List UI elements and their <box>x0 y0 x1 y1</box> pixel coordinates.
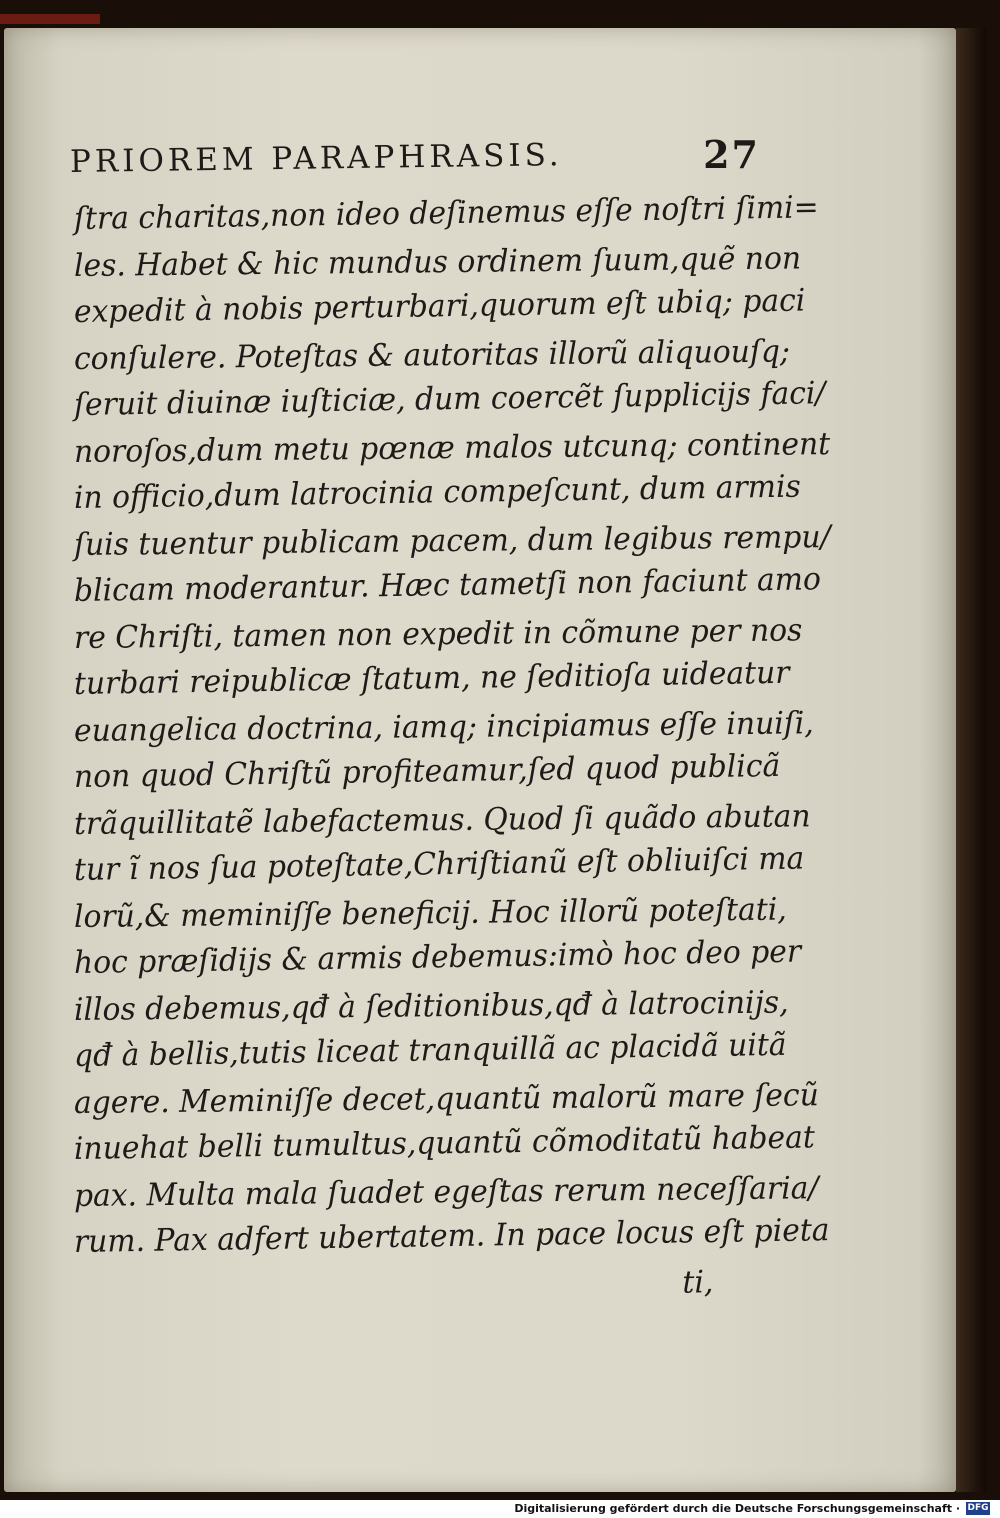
catchword: ti, <box>682 1263 714 1301</box>
text-line: illos debemus,qđ à ſeditionibus,qđ à latrocinijs, <box>73 984 789 1028</box>
text-line: hoc præſidijs & armis debemus:imò hoc deo per <box>73 933 802 981</box>
text-line: les. Habet & hic mundus ordinem ſuum,quẽ non <box>73 239 802 284</box>
page-edge-shadow <box>956 28 986 1492</box>
binding-ribbon <box>0 14 100 24</box>
funding-credit: Digitalisierung gefördert durch die Deutsche Forschungsgemeinschaft · <box>514 1502 960 1515</box>
text-line: qđ à bellis,tutis liceat tranquillã ac placidã uitã <box>73 1026 787 1074</box>
text-line: ſuis tuentur publicam pacem, dum legibus rempu/ <box>73 518 831 563</box>
text-line: trãquillitatẽ labefactemus. Quod ſi quãdo abutan <box>73 797 811 842</box>
dfg-logo-icon: DFG <box>967 1503 989 1513</box>
body-text <box>73 189 831 1312</box>
text-line: tur ĩ nos ſua poteſtate,Chriſtianũ eſt obliuiſci ma <box>73 840 805 888</box>
text-line: in officio,dum latrocinia compeſcunt, dum armis <box>73 468 801 516</box>
text-line: rum. Pax adfert ubertatem. In pace locus eſt pieta <box>73 1212 830 1260</box>
text-line: pax. Multa mala ſuadet egeſtas rerum neceſſaria/ <box>73 1169 819 1214</box>
text-line: agere. Meminiſſe decet,quantũ malorũ mare ſecũ <box>73 1076 819 1121</box>
text-line: non quod Chriſtũ profiteamur,ſed quod publicã <box>73 747 781 795</box>
running-head: PRIOREM PARAPHRASIS. <box>69 137 563 180</box>
text-line: expedit à nobis perturbari,quorum eſt ubiq; paci <box>73 282 806 330</box>
text-line: noroſos,dum metu pœnæ malos utcunq; continent <box>73 425 831 470</box>
text-line: turbari reipublicæ ſtatum, ne ſeditioſa uideatur <box>73 654 790 702</box>
text-line: conſulere. Poteſtas & autoritas illorũ aliquouſq; <box>73 333 791 377</box>
text-line: re Chriſti, tamen non expedit in cõmune per nos <box>73 611 803 656</box>
text-line: euangelica doctrina, iamq; incipiamus eſſe inuiſi, <box>73 704 814 749</box>
text-line: lorũ,& meminiſſe beneficij. Hoc illorũ poteſtati, <box>73 891 787 935</box>
digitization-footer <box>0 1500 1000 1518</box>
page-header <box>70 132 760 192</box>
text-line: inuehat belli tumultus,quantũ cõmoditatũ habeat <box>73 1119 816 1167</box>
text-line: blicam moderantur. Hæc tametſi non faciunt amo <box>73 561 822 609</box>
text-line: ſeruit diuinæ iuſticiæ, dum coercẽt ſupplicijs faci/ <box>73 375 826 423</box>
page-number: 27 <box>703 132 760 177</box>
text-line: ſtra charitas,non ideo deſinemus eſſe noſtri ſimi= <box>73 189 819 237</box>
